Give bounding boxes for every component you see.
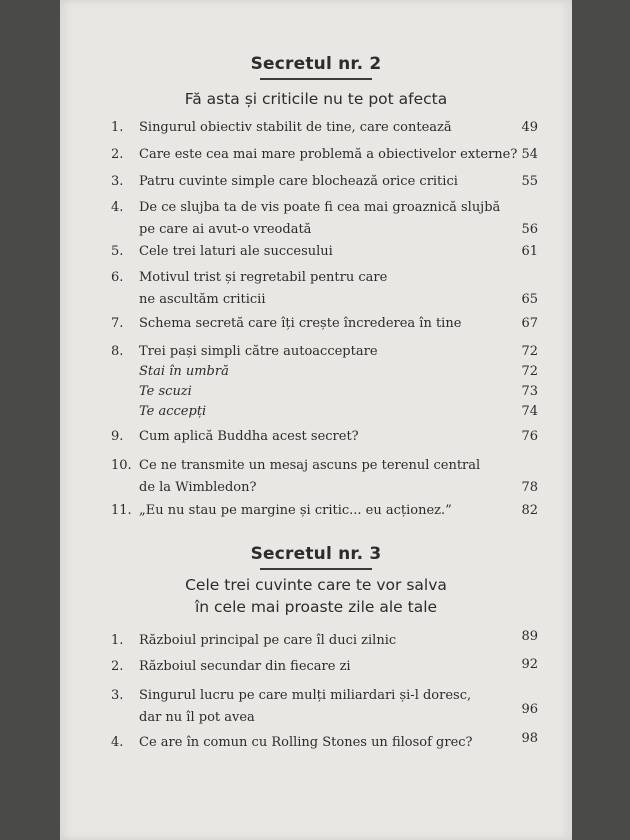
entry-page: 82 [521, 503, 538, 518]
entry-number: 5. [111, 244, 124, 259]
entry-number: 11. [111, 503, 132, 518]
entry-number: 8. [111, 344, 124, 359]
entry-number: 4. [111, 200, 124, 215]
entry-subitem: Stai în umbră [139, 364, 229, 379]
entry-page: 96 [521, 702, 538, 717]
book-page [60, 0, 572, 840]
entry-number: 10. [111, 458, 132, 473]
entry-number: 2. [111, 659, 124, 674]
section-3-subtitle-line1: Cele trei cuvinte care te vor salva [185, 575, 447, 594]
entry-title: Războiul secundar din fiecare zi [139, 659, 351, 674]
entry-number: 7. [111, 316, 124, 331]
section-3-subtitle-line2: în cele mai proaste zile ale tale [194, 597, 438, 616]
entry-number: 2. [111, 147, 124, 162]
entry-number: 9. [111, 429, 124, 444]
entry-page: 78 [521, 480, 538, 495]
entry-page: 98 [521, 731, 538, 746]
entry-title: Ce are în comun cu Rolling Stones un filosof grec? [139, 735, 473, 750]
entry-title-continued: ne ascultăm criticii [139, 292, 266, 307]
entry-title: Trei pași simpli către autoacceptare [139, 344, 378, 359]
section-2-subtitle: Fă asta și criticile nu te pot afecta [184, 89, 448, 108]
section-2-header [60, 54, 572, 110]
entry-subitem: Te scuzi [139, 384, 192, 399]
entry-page: 72 [521, 344, 538, 359]
entry-number: 6. [111, 270, 124, 285]
entry-number: 3. [111, 688, 124, 703]
entry-page: 54 [521, 147, 538, 162]
entry-page: 92 [521, 657, 538, 672]
entry-page: 76 [521, 429, 538, 444]
entry-title: Cele trei laturi ale succesului [139, 244, 333, 259]
section-3-underline [260, 568, 372, 570]
entry-number: 3. [111, 174, 124, 189]
entry-page: 49 [521, 120, 538, 135]
section-2-underline [260, 78, 372, 80]
entry-page: 56 [521, 222, 538, 237]
entry-page: 61 [521, 244, 538, 259]
entry-page: 67 [521, 316, 538, 331]
section-3-title: Secretul nr. 3 [250, 544, 382, 564]
entry-title: Patru cuvinte simple care blochează orice critici [139, 174, 458, 189]
section-2-title: Secretul nr. 2 [250, 54, 382, 74]
entry-title: „Eu nu stau pe margine și critic... eu acționez.” [139, 503, 452, 518]
entry-number: 1. [111, 633, 124, 648]
entry-page: 65 [521, 292, 538, 307]
entry-number: 1. [111, 120, 124, 135]
entry-title: Schema secretă care îți crește încrederea în tine [139, 316, 462, 331]
entry-title-continued: de la Wimbledon? [139, 480, 257, 495]
entry-number: 4. [111, 735, 124, 750]
entry-title: Cum aplică Buddha acest secret? [139, 429, 359, 444]
entry-title-continued: dar nu îl pot avea [139, 710, 255, 725]
entry-title: Singurul lucru pe care mulți miliardari și-l doresc, [139, 688, 472, 703]
entry-subitem-page: 74 [521, 404, 538, 419]
entry-title: Motivul trist și regretabil pentru care [139, 270, 388, 285]
entry-title: Singurul obiectiv stabilit de tine, care contează [139, 120, 452, 135]
section-3-header [60, 544, 572, 618]
entry-title-continued: pe care ai avut-o vreodată [139, 222, 312, 237]
entry-title: Care este cea mai mare problemă a obiectivelor externe? [139, 147, 518, 162]
entry-subitem-page: 73 [521, 384, 538, 399]
entry-subitem-page: 72 [521, 364, 538, 379]
entry-title: De ce slujba ta de vis poate fi cea mai groaznică slujbă [139, 200, 501, 215]
entry-page: 89 [521, 629, 538, 644]
entry-title: Războiul principal pe care îl duci zilnic [139, 633, 397, 648]
entry-page: 55 [521, 174, 538, 189]
entry-subitem: Te accepți [139, 404, 207, 419]
entry-title: Ce ne transmite un mesaj ascuns pe terenul central [139, 458, 481, 473]
